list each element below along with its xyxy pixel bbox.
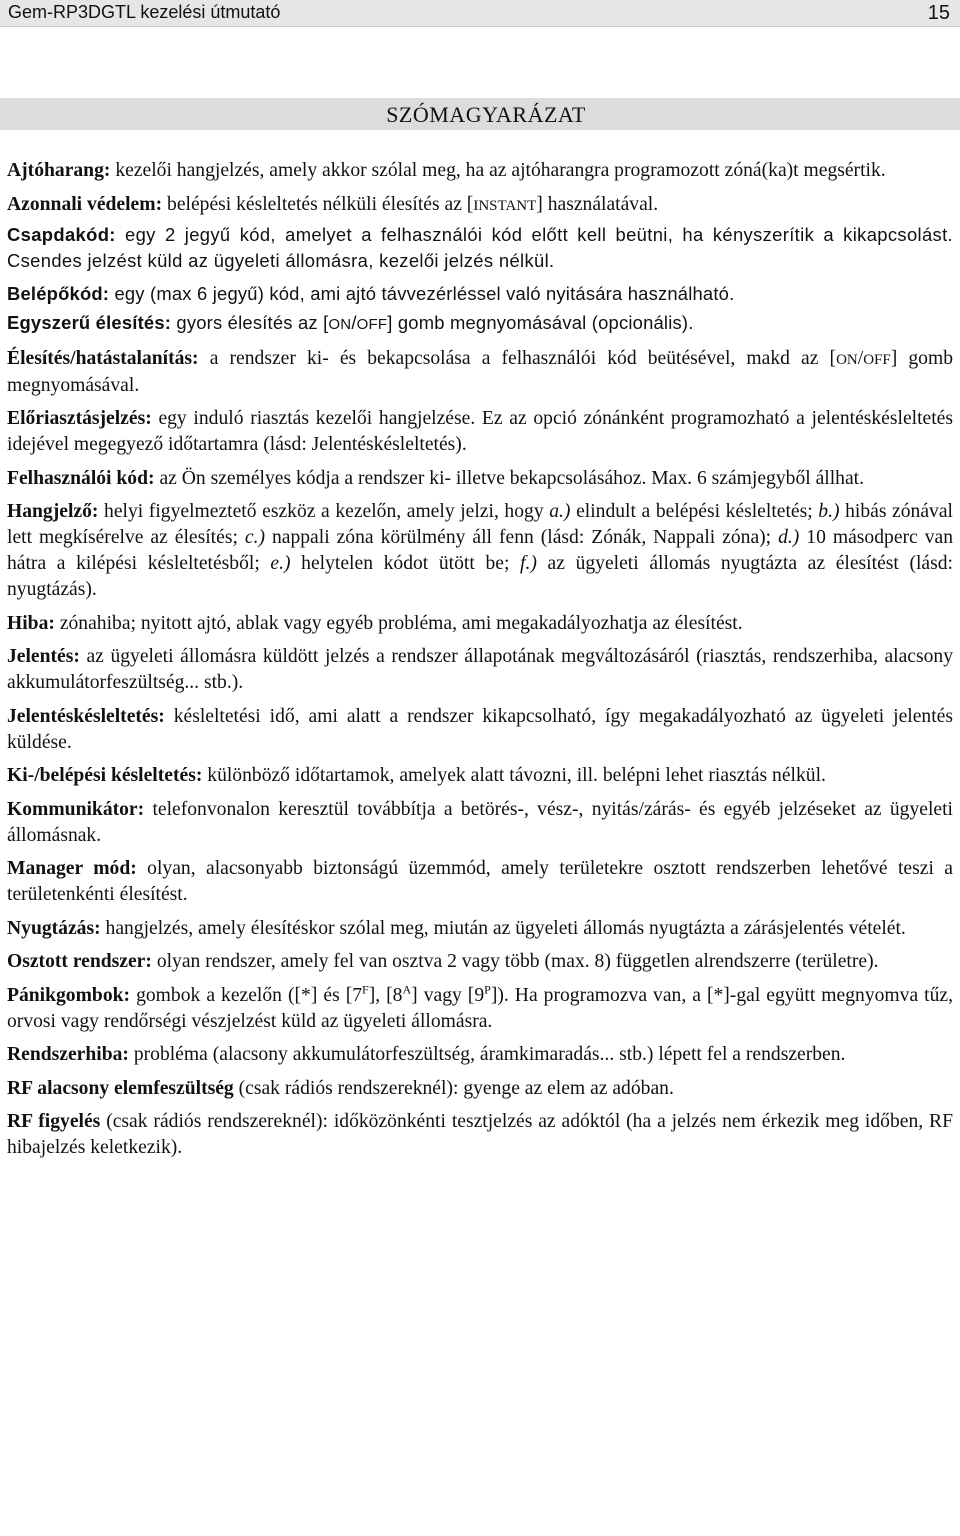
glossary-definition: kezelői hangjelzés, amely akkor szólal meg, ha az ajtóharangra programozott zóná(ka)t megsértik. [115, 160, 886, 181]
glossary-entry-hiba [7, 611, 953, 637]
glossary-definition: az ügyeleti állomás nyugtázta az élesítést (lásd: nyugtázás). [7, 553, 953, 600]
glossary-definition: ], [8 [368, 984, 403, 1006]
glossary-definition: 10 másodperc van hátra a kilépési késleltetésből; [7, 527, 954, 574]
glossary-definition: belépési késleltetés nélküli élesítés az [ [167, 193, 474, 215]
glossary-term: Jelentés: [7, 646, 80, 667]
glossary-entry-jelentes [7, 644, 953, 696]
list-marker-e: e.) [270, 553, 291, 574]
glossary-definition: elindult a belépési késleltetés; [570, 501, 819, 522]
key-label-on: ON [328, 316, 352, 333]
glossary-term: Ki-/belépési késleltetés: [7, 765, 203, 786]
glossary-definition: gyors élesítés az [ [176, 312, 329, 333]
glossary-definition: az ügyeleti állomásra küldött jelzés a rendszer állapotának megváltozásáról (riasztás, rendszerhiba, alacsony akkumulátorfeszültség... stb.). [7, 646, 953, 693]
glossary-definition: (csak rádiós rendszereknél): időközönkénti tesztjelzés az adóktól (ha a jelzés nem érkezik meg időben, RF hibajelzés keletkezik). [7, 1111, 953, 1158]
key-separator: / [351, 312, 357, 333]
glossary-definition: ] vagy [9 [411, 984, 485, 1006]
glossary-definition: olyan, alacsonyabb biztonságú üzemmód, amely területekre osztott rendszerben lehetővé teszi a területenkénti élesítést. [7, 858, 953, 905]
key-label-off: OFF [863, 351, 891, 368]
glossary-definition: gombok a kezelőn ([*] és [7 [136, 984, 363, 1006]
section-title-band [0, 98, 960, 130]
glossary-term: Csapdakód: [7, 223, 116, 245]
glossary-definition: egy (max 6 jegyű) kód, ami ajtó távvezérléssel való nyitására használható. [114, 283, 735, 304]
glossary-entry-nyugtazas [7, 916, 953, 942]
glossary-entry-felhasznaloi-kod [7, 466, 953, 492]
list-marker-b: b.) [818, 501, 840, 522]
glossary-definition: helytelen kódot ütött be; [290, 553, 521, 574]
glossary-definition: az Ön személyes kódja a rendszer ki- illetve bekapcsolásához. Max. 6 számjegyből állhat. [159, 467, 865, 489]
glossary-entry-rf-figyeles [7, 1109, 953, 1161]
glossary-term: Felhasználói kód: [7, 467, 155, 489]
glossary-definition-end: ] gomb megnyomásával. [7, 347, 953, 396]
glossary-entry-azonnali-vedelem [7, 192, 953, 219]
key-label-off: OFF [356, 316, 388, 333]
glossary-definition: egy induló riasztás kezelői hangjelzése. Ez az opció zónánként programozható a jelentéskésleltetés idejével megegyező időtartamra (lásd: Jelentéskésleltetés). [7, 408, 953, 455]
key-label-on: ON [836, 351, 858, 368]
glossary-term: Rendszerhiba: [7, 1044, 129, 1065]
glossary-entry-ki-belepesi-kesleltetes [7, 763, 953, 789]
document-title: Gem-RP3DGTL kezelési útmutató [8, 2, 281, 22]
glossary-entry-elesites-hatastalanitas [7, 346, 953, 399]
glossary-entry-eloriasztasjelzes [7, 406, 953, 458]
glossary-entry-rf-alacsony-elemfeszultseg [7, 1076, 953, 1102]
glossary-term: Jelentéskésleltetés: [7, 705, 165, 727]
glossary-definition: olyan rendszer, amely fel van osztva 2 vagy több (max. 8) független alrendszerre (területre). [156, 951, 879, 972]
glossary-list [7, 158, 953, 1169]
glossary-term: Nyugtázás: [7, 917, 101, 939]
page-header [0, 0, 960, 27]
glossary-definition: ]). Ha programozva van, a [*]-gal együtt megnyomva tűz, orvosi vagy rendőrségi vészjelzést küld az ügyeleti állomásra. [7, 984, 953, 1032]
glossary-entry-belepokod [7, 281, 953, 307]
glossary-term: Hangjelző: [7, 501, 99, 522]
list-marker-d: d.) [778, 527, 800, 548]
key-separator: / [857, 347, 864, 369]
glossary-term: Azonnali védelem: [7, 193, 163, 215]
glossary-entry-ajtoharang [7, 158, 953, 184]
glossary-term: Hiba: [7, 612, 55, 634]
glossary-definition: egy 2 jegyű kód, amelyet a felhasználói kód előtt kell beütni, ha kényszerítik a kikapcsolást. Csendes jelzést küld az ügyeleti állomásra, kezelői jelzés nélkül. [7, 223, 954, 271]
glossary-definition: nappali zóna körülmény áll fenn (lásd: Zónák, Nappali zóna); [265, 527, 779, 548]
glossary-definition: a rendszer ki- és bekapcsolása a felhasználói kód beütésével, makd az [ [209, 347, 837, 369]
glossary-entry-hangjelzo [7, 499, 953, 603]
glossary-definition: probléma (alacsony akkumulátorfeszültség, áramkimaradás... stb.) lépett fel a rendszerben. [133, 1044, 846, 1065]
section-title: SZÓMAGYARÁZAT [386, 102, 586, 127]
glossary-term: Kommunikátor: [7, 798, 145, 820]
glossary-entry-osztott-rendszer [7, 949, 953, 975]
glossary-entry-manager-mod [7, 856, 953, 908]
glossary-term: RF figyelés [7, 1111, 101, 1132]
glossary-term: Pánikgombok: [7, 984, 131, 1006]
glossary-entry-csapdakod [7, 222, 953, 274]
glossary-definition: telefonvonalon keresztül továbbítja a betörés-, vész-, nyitás/zárás- és egyéb jelzéseket az ügyeleti állomásnak. [7, 798, 953, 846]
glossary-entry-panikgombok [7, 983, 953, 1035]
key-superscript-f: F [362, 981, 369, 996]
glossary-definition: zónahiba; nyitott ajtó, ablak vagy egyéb probléma, ami megakadályozhatja az élesítést. [59, 612, 743, 634]
list-marker-c: c.) [244, 527, 265, 548]
glossary-term: Osztott rendszer: [7, 951, 152, 972]
glossary-entry-jelenteskesleltetes [7, 704, 953, 756]
glossary-definition: helyi figyelmeztető eszköz a kezelőn, amely jelzi, hogy [104, 501, 550, 522]
glossary-entry-egyszeru-elesites [7, 310, 953, 338]
glossary-definition: (csak rádiós rendszereknél): gyenge az elem az adóban. [238, 1077, 674, 1099]
key-superscript-p: P [484, 981, 491, 996]
glossary-definition: különböző időtartamok, amelyek alatt távozni, ill. belépni lehet riasztás nélkül. [207, 765, 826, 786]
list-marker-a: a.) [549, 501, 571, 522]
glossary-definition: hangjelzés, amely élesítéskor szólal meg, miután az ügyeleti állomás nyugtázta a zárásjelentés vételét. [105, 917, 906, 939]
glossary-entry-kommunikator [7, 797, 953, 849]
glossary-term: Manager mód: [7, 858, 137, 879]
glossary-definition: hibás zónával lett megkísérelve az élesítés; [7, 501, 953, 548]
key-label-instant: INSTANT [473, 197, 537, 214]
glossary-term: Egyszerű élesítés: [7, 312, 172, 333]
glossary-entry-rendszerhiba [7, 1042, 953, 1068]
glossary-term: Ajtóharang: [7, 160, 111, 181]
list-marker-f: f.) [520, 553, 537, 574]
page-number: 15 [927, 2, 950, 24]
glossary-term: Élesítés/hatástalanítás: [7, 347, 199, 369]
glossary-definition: késleltetési idő, ami alatt a rendszer kikapcsolható, így megakadályozható az ügyeleti jelentés küldése. [7, 705, 953, 753]
glossary-definition-end: ] gomb megnyomásával (opcionális). [387, 312, 694, 333]
glossary-term: Előriasztásjelzés: [7, 408, 152, 429]
key-superscript-a: A [402, 981, 412, 996]
glossary-term: Belépőkód: [7, 283, 110, 304]
glossary-definition-end: ] használatával. [536, 193, 659, 215]
glossary-term: RF alacsony elemfeszültség [7, 1077, 234, 1099]
